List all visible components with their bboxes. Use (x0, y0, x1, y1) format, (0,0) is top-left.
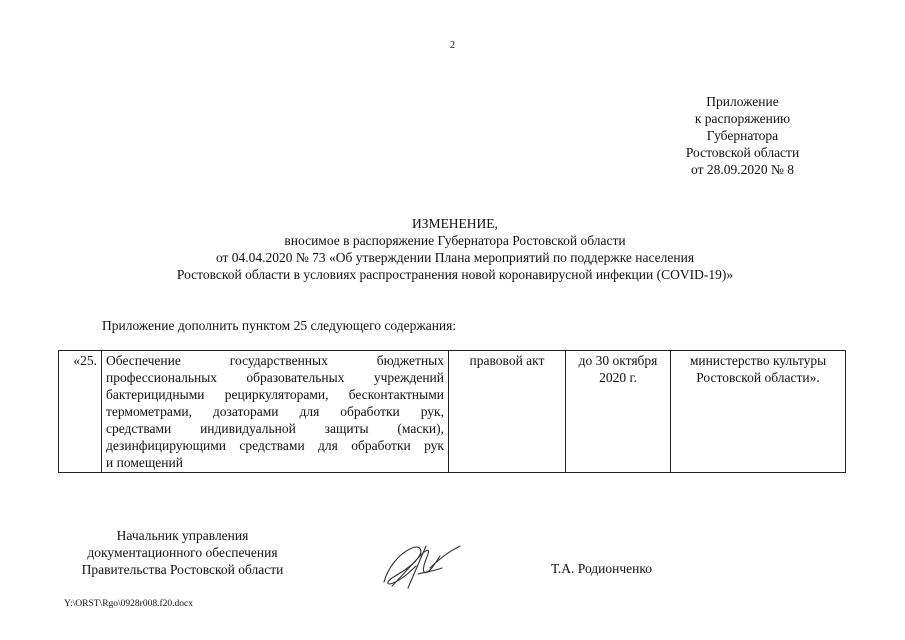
file-path: Y:\ORST\Rgo\0928r008.f20.docx (64, 599, 193, 609)
document-title (60, 215, 850, 283)
responsible-line: министерство культуры (689, 353, 827, 368)
document-type: правовой акт (449, 351, 566, 473)
appendix-line: Приложение (706, 94, 779, 109)
description-line: средствами индивидуальной защиты (маски), (106, 421, 444, 436)
item-number: «25. (59, 351, 102, 473)
signer-name: Т.А. Родионченко (551, 561, 652, 576)
title-line: Ростовской области в условиях распространения новой коронавирусной инфекции (COVID-19)» (176, 267, 734, 282)
appendix-line: Губернатора (706, 128, 779, 143)
position-line: Правительства Ростовской области (81, 562, 284, 577)
title-heading: ИЗМЕНЕНИЕ, (412, 216, 498, 231)
table-row (59, 351, 846, 473)
position-line: документационного обеспечения (87, 545, 278, 560)
responsible-line: Ростовской области». (696, 370, 820, 385)
appendix-header (640, 93, 845, 178)
title-line: от 04.04.2020 № 73 «Об утверждении Плана мероприятий по поддержке населения (215, 250, 695, 265)
appendix-line: от 28.09.2020 № 8 (691, 162, 794, 177)
appendix-line: к распоряжению (694, 111, 791, 126)
responsible-party (671, 351, 846, 473)
amendment-table (58, 350, 846, 473)
title-line: вносимое в распоряжение Губернатора Ростовской области (284, 233, 626, 248)
appendix-line: Ростовской области (685, 145, 800, 160)
intro-paragraph: Приложение дополнить пунктом 25 следующего содержания: (102, 318, 457, 333)
description-line: бактерицидными рециркуляторами, бесконтактными (106, 387, 444, 402)
signatory-position (50, 527, 315, 578)
description-line: термометрами, дозаторами для обработки рук, (106, 404, 444, 419)
page-number: 2 (450, 40, 455, 51)
item-description (102, 351, 449, 473)
description-line: и помещений (106, 455, 183, 470)
deadline-line: 2020 г. (599, 370, 637, 385)
position-line: Начальник управления (116, 528, 249, 543)
deadline-line: до 30 октября (578, 353, 658, 368)
description-line: профессиональных образовательных учреждений (106, 370, 444, 385)
deadline (566, 351, 671, 473)
description-line: Обеспечение государственных бюджетных (106, 353, 444, 368)
description-line: дезинфицирующими средствами для обработки рук (106, 438, 444, 453)
handwritten-signature (378, 538, 464, 592)
